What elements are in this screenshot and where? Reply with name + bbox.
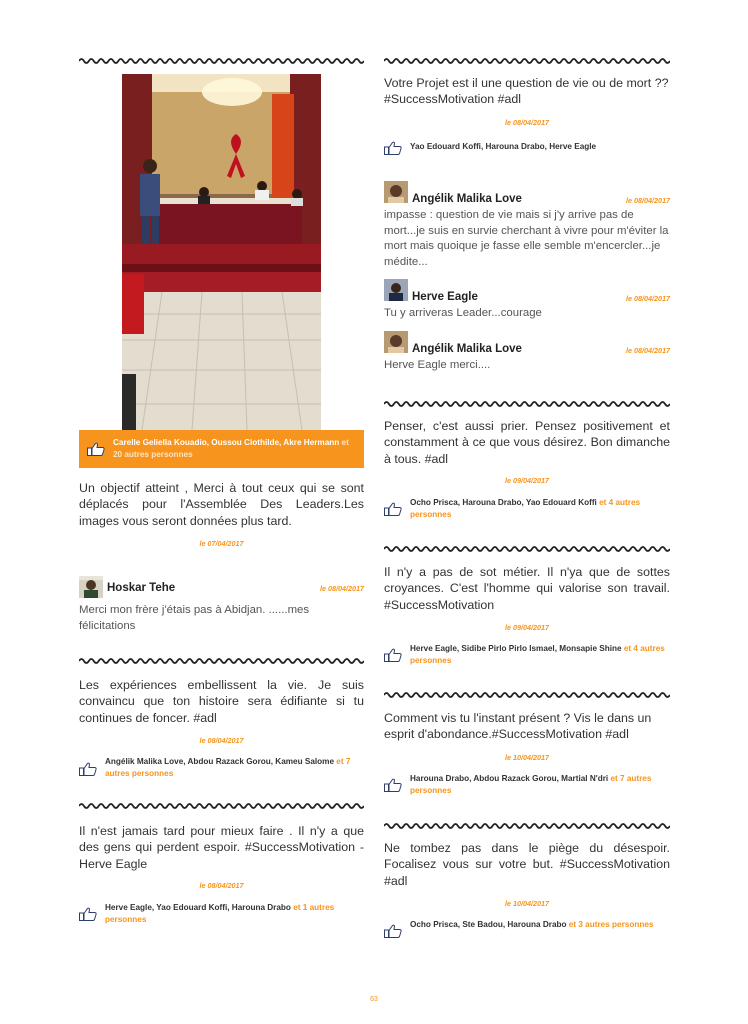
comment-author[interactable]: Angélik Malika Love: [412, 193, 522, 205]
likes-text: Angélik Malika Love, Abdou Razack Gorou, Kameu Salome et 7 autres personnes: [105, 757, 351, 778]
like-thumb-icon: [384, 141, 402, 155]
post-date: le 08/04/2017: [199, 736, 244, 745]
likes-text: Herve Eagle, Sidibe Pirlo Pirlo Ismael, Monsapie Shine et 4 autres personnes: [410, 644, 665, 665]
post-date: le 10/04/2017: [505, 899, 549, 908]
likes-text: Herve Eagle, Yao Edouard Koffi, Harouna Drabo et 1 autres personnes: [105, 903, 335, 924]
avatar: [384, 181, 408, 203]
wave-divider: [384, 822, 670, 830]
likes-more: et 20 autres personnes: [113, 438, 349, 459]
wave-divider: [79, 802, 364, 810]
wave-divider: [384, 691, 670, 699]
post-date: le 08/04/2017: [199, 881, 244, 890]
wave-divider: [384, 545, 670, 553]
comment-author[interactable]: Herve Eagle: [412, 291, 478, 303]
post-text: Ne tombez pas dans le piège du désespoir. Focalisez vous sur votre but. #SuccessMotivation #adl: [384, 841, 670, 888]
likes-text: Harouna Drabo, Abdou Razack Gorou, Martial N'dri et 7 autres personnes: [410, 774, 652, 795]
likes-text: Carelle Geliella Kouadio, Oussou Clothilde, Akre Hermann et 20 autres personnes: [113, 438, 349, 459]
event-photo: [122, 74, 321, 430]
likes-more: et 1 autres personnes: [105, 903, 335, 924]
likes-text: Ocho Prisca, Ste Badou, Harouna Drabo et 3 autres personnes: [410, 920, 654, 929]
comment-date: le 08/04/2017: [626, 196, 670, 205]
likes-more: et 7 autres personnes: [410, 774, 652, 795]
like-thumb-icon: [384, 778, 402, 792]
likes-text: Yao Edouard Koffi, Harouna Drabo, Herve Eagle: [410, 142, 597, 151]
like-thumb-icon: [79, 762, 97, 776]
photo-likes-banner[interactable]: [79, 430, 364, 468]
likes-text: Ocho Prisca, Harouna Drabo, Yao Edouard Koffi et 4 autres personnes: [410, 498, 641, 519]
comment-date: le 08/04/2017: [626, 346, 670, 355]
comment-date: le 08/04/2017: [626, 294, 670, 303]
post-text: Les expériences embellissent la vie. Je suis convaincu que ton histoire sera édifiante si tu continues de foncer. #adl: [79, 678, 364, 725]
post-date: le 09/04/2017: [505, 476, 549, 485]
avatar: [384, 279, 408, 301]
avatar: [384, 331, 408, 353]
post-text: Il n'est jamais tard pour mieux faire . Il n'y a que des gens qui perdent espoir. #SuccessMotivation -Herve Eagle: [79, 824, 364, 871]
like-thumb-icon: [79, 907, 97, 921]
comment-text: Tu y arriveras Leader...courage: [384, 307, 542, 319]
post-text: Il n'y a pas de sot métier. Il n'ya que de sottes croyances. C'est l'homme qui valorise son travail. #SuccessMotivation: [384, 565, 670, 612]
comment-author[interactable]: Hoskar Tehe: [107, 582, 176, 594]
likes-more: et 7 autres personnes: [105, 757, 351, 778]
likes-more: et 4 autres personnes: [410, 644, 665, 665]
wave-divider: [384, 400, 670, 408]
comment-text: impasse : question de vie mais si j'y arrive pas de mort...je suis en survie cherchant à vivre pour m'éviter la mort mais quoique je fasse elle semble m'encercler...je médite...: [384, 209, 669, 268]
comment-text: Herve Eagle merci....: [384, 359, 491, 371]
post-date: le 07/04/2017: [199, 539, 244, 548]
avatar: [79, 576, 103, 598]
post-date: le 08/04/2017: [505, 118, 549, 127]
likes-more: et 3 autres personnes: [566, 920, 654, 929]
post-text: Comment vis tu l'instant présent ? Vis le dans un esprit d'abondance.#SuccessMotivation #adl: [384, 711, 652, 742]
post-date: le 10/04/2017: [505, 753, 549, 762]
wave-divider: [79, 657, 364, 665]
post-date: le 09/04/2017: [505, 623, 549, 632]
like-thumb-icon: [384, 648, 402, 662]
likes-more: et 4 autres personnes: [410, 498, 641, 519]
wave-divider: [384, 57, 670, 65]
like-thumb-icon: [87, 442, 105, 456]
page-number: 63: [370, 996, 378, 1003]
wave-divider: [79, 57, 364, 65]
comment-date: le 08/04/2017: [320, 584, 364, 593]
comment-author[interactable]: Angélik Malika Love: [412, 343, 522, 355]
post-text: Votre Projet est il une question de vie ou de mort ?? #SuccessMotivation #adl: [384, 76, 669, 107]
like-thumb-icon: [384, 924, 402, 938]
post-text: Penser, c'est aussi prier. Pensez positivement et constamment à ce que vous désirez. Bon dimanche à tous. #adl: [384, 419, 670, 466]
comment-text: Merci mon frère j'étais pas à Abidjan. ......mes félicitations: [79, 604, 310, 632]
post-text: Un objectif atteint , Merci à tout ceux qui se sont déplacés pour l'Assemblée Des Leaders.Les images vous seront données plus tard.: [79, 481, 364, 528]
like-thumb-icon: [384, 502, 402, 516]
